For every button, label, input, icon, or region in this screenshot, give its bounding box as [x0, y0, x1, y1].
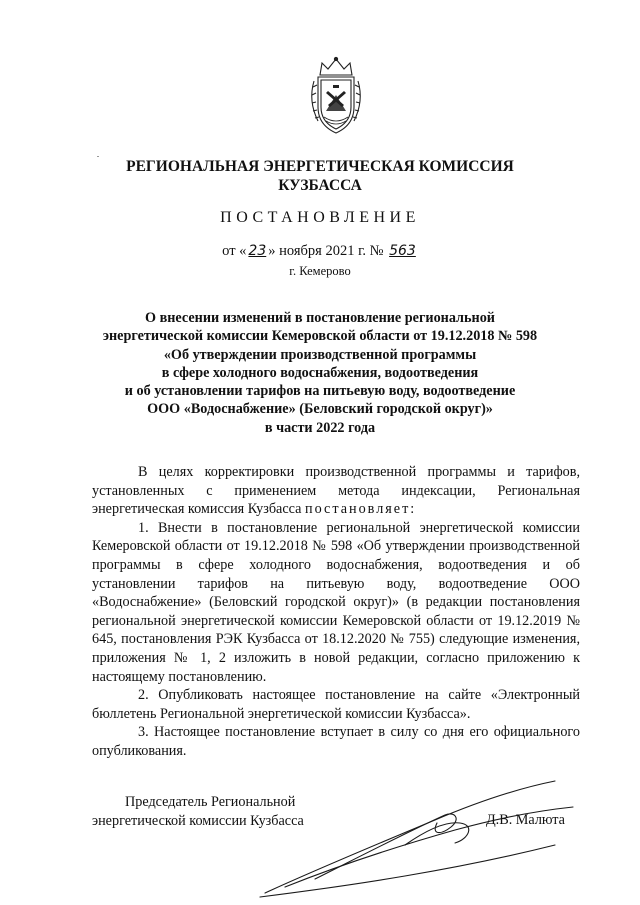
intro-verb: постановляет:	[304, 501, 417, 518]
intro-paragraph	[92, 463, 580, 519]
signatory-name: Д.В. Малюта	[486, 812, 565, 828]
org-line-1: РЕГИОНАЛЬНАЯ ЭНЕРГЕТИЧЕСКАЯ КОМИССИЯ	[126, 158, 514, 175]
subject-line: и об установлении тарифов на питьевую воду, водоотведение	[124, 383, 516, 400]
subject-line: энергетической комиссии Кемеровской области от 19.12.2018 № 598	[102, 328, 538, 345]
city: г. Кемерово	[289, 264, 351, 278]
resolution-subject	[90, 309, 550, 437]
subject-line: в сфере холодного водоснабжения, водоотведения	[161, 364, 479, 381]
handwritten-number: 563	[389, 243, 416, 259]
resolution-body	[92, 463, 580, 761]
intro-text: В целях корректировки производственной программы и тарифов, установленных с применением метода индексации, Региональная энергетическая комиссия Кузбасса	[92, 464, 580, 518]
organization-name	[0, 157, 640, 195]
date-prefix: от «	[222, 243, 247, 259]
signatory-title-line-1: Председатель Региональной	[125, 794, 296, 810]
coat-of-arms-emblem	[306, 55, 366, 137]
subject-line: «Об утверждении производственной программы	[163, 346, 477, 363]
item-1-paragraph: 1. Внести в постановление региональной энергетической комиссии Кемеровской области от 19.12.2018 № 598 «Об утверждении производственной программы в сфере холодного водоснабжения, водоотведения и об установлении тарифов на питьевую воду, водоотведение ООО «Водоснабжение» (Беловский городской округ)» (в редакции постановления региональной энергетической комиссии Кемеровской области от 19.12.2019 № 645, постановления РЭК Кузбасса от 18.12.2020 № 755) следующие изменения, приложения № 1, 2 изложить в новой редакции, согласно приложению к настоящему постановлению.	[92, 519, 580, 685]
subject-line: ООО «Водоснабжение» (Беловский городской округ)»	[147, 401, 493, 418]
signatory-title	[92, 793, 304, 831]
signatory-title-line-2: энергетической комиссии Кузбасса	[92, 813, 304, 829]
handwritten-signature	[255, 775, 585, 900]
subject-line: в части 2022 года	[264, 419, 376, 436]
item-2-paragraph: 2. Опубликовать настоящее постановление на сайте «Электронный бюллетень Региональной энергетической комиссии Кузбасса».	[92, 687, 580, 722]
subject-line: О внесении изменений в постановление региональной	[145, 310, 495, 326]
document-type: ПОСТАНОВЛЕНИЕ	[220, 209, 420, 226]
date-line	[0, 243, 640, 260]
handwritten-day: 23	[248, 243, 267, 259]
date-middle: » ноября 2021 г. №	[268, 243, 384, 259]
item-3-paragraph: 3. Настоящее постановление вступает в силу со дня его официального опубликования.	[92, 724, 580, 759]
org-line-2: КУЗБАССА	[278, 177, 362, 194]
